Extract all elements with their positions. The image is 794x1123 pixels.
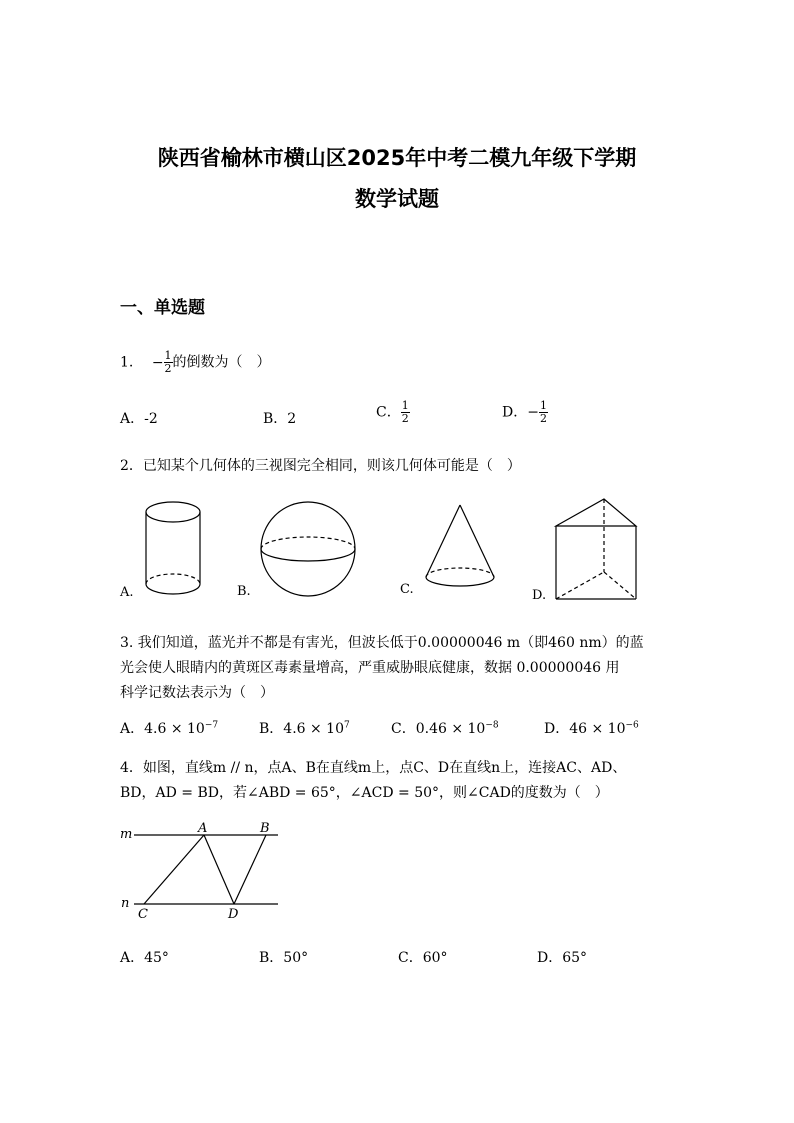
- q3-option-c-exponent: −8: [485, 720, 499, 731]
- q1-option-d-fraction: [539, 400, 548, 425]
- q2-figure-label-b: B.: [237, 584, 251, 599]
- sphere-figure: [258, 499, 358, 599]
- question-1: [120, 350, 271, 375]
- q4-option-a: A．45°: [120, 950, 169, 966]
- q1-option-b: B．2: [263, 411, 297, 427]
- q3-option-b-base: B．4.6 × 10: [259, 721, 344, 737]
- q3-option-a: [120, 718, 218, 738]
- question-2-text: 2．已知某个几何体的三视图完全相同，则该几何体可能是（ ）: [120, 458, 521, 474]
- q3-option-d-base: D．46 × 10: [544, 721, 626, 737]
- q1-option-c-label: C．: [376, 404, 401, 421]
- q1-option-c-fraction-num: 1: [401, 399, 409, 412]
- q3-option-d: [544, 718, 639, 738]
- q1-option-c: [376, 400, 410, 425]
- line-m-label: m: [120, 827, 133, 842]
- q1-option-d-fraction-den: 2: [539, 412, 547, 425]
- q2-figure-label-c: C.: [400, 582, 414, 597]
- cone-figure: [422, 503, 502, 593]
- question-1-fraction-num: 1: [164, 349, 172, 362]
- point-a-label: A: [198, 821, 208, 836]
- q3-option-a-exponent: −7: [204, 720, 219, 731]
- q1-option-d-fraction-num: 1: [539, 399, 547, 412]
- q4-option-b: B．50°: [259, 950, 309, 966]
- point-c-label: C: [138, 907, 148, 922]
- q1-option-d-label: D．: [502, 404, 528, 421]
- question-3-line-1: 3. 我们知道，蓝光并不都是有害光，但波长低于0.00000046 m（即460 nm）的蓝: [120, 635, 644, 651]
- question-4-line-1: 4．如图，直线m // n，点A、B在直线m上，点C、D在直线n上，连接AC、AD、: [120, 760, 627, 776]
- document-subtitle: 数学试题: [355, 187, 439, 211]
- parallel-lines-figure: [118, 818, 288, 928]
- question-4-line-2: BD，AD = BD，若∠ABD = 65°，∠ACD = 50°，则∠CAD的度数为（ ）: [120, 785, 609, 801]
- q1-option-c-fraction: [401, 400, 410, 425]
- cylinder-figure: [140, 498, 210, 598]
- question-3-line-2: 光会使人眼睛内的黄斑区毒素量增高，严重威胁眼底健康，数据 0.00000046 用: [120, 660, 620, 676]
- q1-option-d: [502, 400, 548, 425]
- document-title: 陕西省榆林市横山区2025年中考二模九年级下学期: [157, 146, 637, 170]
- q3-option-b: [259, 718, 350, 738]
- q1-option-c-fraction-den: 2: [401, 412, 409, 425]
- point-d-label: D: [228, 907, 239, 922]
- q1-option-a: A．-2: [120, 411, 158, 427]
- q4-option-d: D．65°: [537, 950, 588, 966]
- q2-figure-label-a: A.: [120, 585, 134, 600]
- q3-option-c: [391, 718, 499, 738]
- question-1-fraction: [164, 350, 173, 375]
- q3-option-a-base: A．4.6 × 10: [120, 721, 205, 737]
- question-1-text: 的倒数为（ ）: [172, 354, 271, 371]
- question-1-fraction-den: 2: [164, 362, 172, 375]
- q3-option-c-base: C．0.46 × 10: [391, 721, 486, 737]
- q1-option-d-neg-sign: −: [527, 404, 539, 421]
- section-heading-single-choice: 一、单选题: [120, 298, 205, 318]
- q2-figure-label-d: D.: [532, 588, 547, 603]
- question-1-neg-sign: −: [151, 354, 164, 371]
- question-3-line-3: 科学记数法表示为（ ）: [120, 685, 274, 701]
- q3-option-d-exponent: −6: [625, 720, 639, 731]
- q4-option-c: C．60°: [398, 950, 448, 966]
- line-n-label: n: [121, 896, 130, 911]
- point-b-label: B: [260, 821, 270, 836]
- q3-option-b-exponent: 7: [344, 720, 350, 731]
- triangular-prism-figure: [552, 497, 642, 603]
- question-1-number: 1.: [120, 354, 134, 371]
